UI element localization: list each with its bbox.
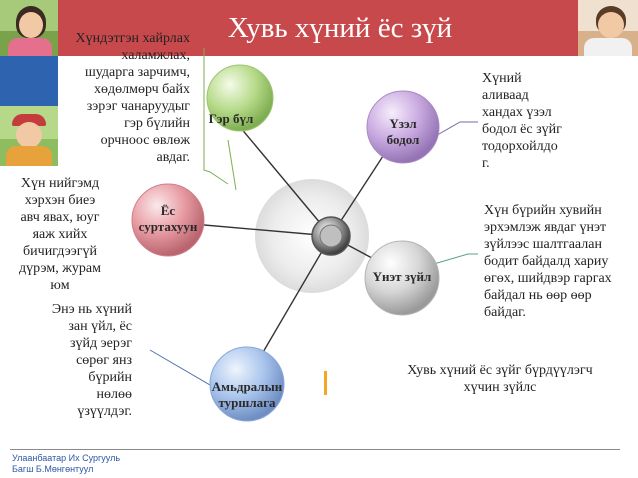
values-description — [484, 202, 634, 321]
family-desc-line: авдаг. — [156, 150, 190, 165]
env-desc-line: тодорхойлдо — [482, 139, 558, 154]
ethics-desc-line: дүрэм, журам — [19, 261, 101, 276]
exp-desc-line: зүйд эерэг — [70, 336, 132, 351]
family-desc-line: халамжлах, — [121, 48, 190, 63]
family-desc-line: хөдөлмөрч байх — [94, 82, 190, 97]
env-desc-line: аливаад — [482, 88, 529, 103]
hub-inner — [320, 225, 342, 247]
node-family-label: Гэр бүл — [208, 111, 254, 126]
exp-desc-line: нөлөө — [96, 387, 132, 402]
family-desc-line: шударга зарчимч, — [84, 65, 190, 80]
ethics-desc-line: юм — [50, 278, 70, 293]
ethics-desc-line: бичигдээгүй — [23, 244, 97, 259]
node-env-label-line2: бодол — [386, 132, 420, 147]
page-title: Хувь хүний ёс зүй — [227, 12, 453, 44]
env-desc-line: г. — [482, 156, 490, 171]
footer-teacher: Багш Б.Мөнгөнтуул — [12, 464, 94, 474]
values-desc-line: эрхэмлэж явдаг үнэт — [484, 220, 607, 235]
orange-accent-bar — [324, 371, 327, 395]
node-ethics-label-line1: Ёс — [160, 203, 176, 218]
values-desc-line: өгөх, шийдвэр гаргах — [484, 271, 612, 286]
summary-caption — [380, 362, 620, 396]
node-ethics-label-line2: суртахуун — [138, 219, 198, 234]
exp-desc-line: бүрийн — [88, 370, 132, 385]
values-desc-line: байдаг. — [484, 305, 526, 320]
env-description — [482, 70, 582, 172]
family-desc-line: зэрэг чанаруудыг — [86, 99, 190, 114]
exp-desc-line: үзүүлдэг. — [77, 404, 132, 419]
exp-desc-line: зан үйл, ёс — [68, 319, 132, 334]
exp-description — [22, 301, 132, 420]
family-description — [58, 30, 190, 166]
ethics-desc-line: авч явах, юуг — [20, 210, 100, 225]
values-desc-line: бодит байдалд хариу — [484, 254, 609, 269]
node-env-label — [373, 116, 433, 148]
summary-line: хүчин зүйлс — [463, 380, 537, 395]
node-exp-label-line2: туршлага — [218, 395, 276, 410]
env-desc-line: хандах үзэл — [482, 105, 552, 120]
footer-university: Улаанбаатар Их Сургууль — [12, 453, 121, 463]
summary-line: Хувь хүний ёс зүйг бүрдүүлэгч — [407, 363, 593, 378]
family-desc-line: Хүндэтгэн хайрлах — [75, 31, 190, 46]
exp-desc-line: сөрөг янз — [76, 353, 132, 368]
ethics-desc-line: хэрхэн биеэ — [24, 193, 96, 208]
family-desc-line: орчноос өвлөж — [100, 133, 190, 148]
ethics-desc-line: яаж хийх — [32, 227, 88, 242]
ethics-description — [2, 175, 118, 294]
node-exp-label-line1: Амьдралын — [211, 379, 283, 394]
node-env-label-line1: Үзэл — [389, 116, 417, 131]
node-values-label: Үнэт зүйл — [372, 269, 432, 284]
values-desc-line: зүйлээс шалтгаалан — [484, 237, 602, 252]
footer-divider — [10, 449, 620, 450]
node-exp-label — [203, 379, 291, 411]
exp-desc-line: Энэ нь хүний — [51, 302, 132, 317]
node-ethics-label — [128, 203, 208, 235]
env-desc-line: бодол ёс зүйг — [482, 122, 562, 137]
values-desc-line: байдал нь өөр өөр — [484, 288, 592, 303]
values-desc-line: Хүн бүрийн хувийн — [484, 203, 602, 218]
ethics-desc-line: Хүн нийгэмд — [20, 176, 100, 191]
family-desc-line: гэр бүлийн — [124, 116, 190, 131]
env-desc-line: Хүний — [482, 71, 522, 86]
